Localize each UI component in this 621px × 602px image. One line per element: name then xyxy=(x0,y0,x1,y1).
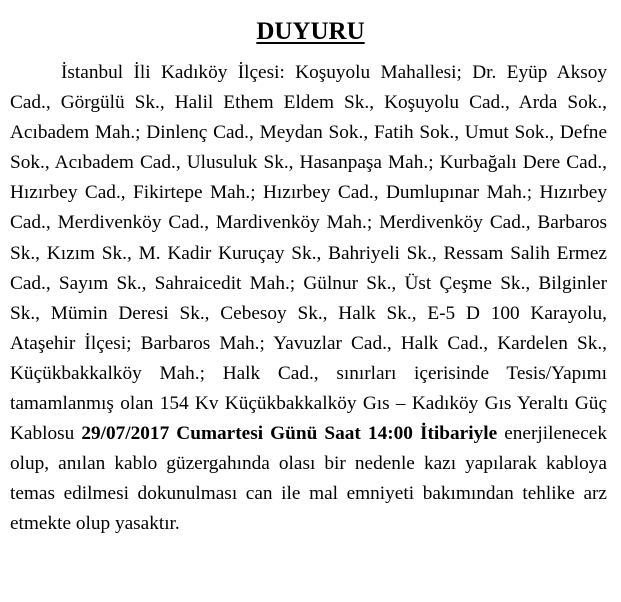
notice-body xyxy=(10,58,607,540)
notice-body-end: enerjilenecek olup, anılan kablo güzergahında olası bir nedenle kazı yapılarak kabloya temas edilmesi dokunulması can ile mal emniyeti bakımından tehlike arz etmekte olup yasaktır. xyxy=(10,423,607,535)
notice-body-start: İstanbul İli Kadıköy İlçesi: Koşuyolu Mahallesi; Dr. Eyüp Aksoy Cad., Görgülü Sk., Halil Ethem Eldem Sk., Koşuyolu Cad., Arda Sok., Acıbadem Mah.; Dinlenç Cad., Meydan Sok., Fatih Sok., Umut Sok., Defne Sok., Acıbadem Cad., Ulusuluk Sk., Hasanpaşa Mah.; Kurbağalı Dere Cad., Hızırbey Cad., Fikirtepe Mah.; Hızırbey Cad., Dumlupınar Mah.; Hızırbey Cad., Merdivenköy Cad., Mardivenköy Mah.; Merdivenköy Cad., Barbaros Sk., Kızım Sk., M. Kadir Kuruçay Sk., Bahriyeli Sk., Ressam Salih Ermez Cad., Sayım Sk., Sahraicedit Mah.; Gülnur Sk., Üst Çeşme Sk., Bilginler Sk., Mümin Deresi Sk., Cebesoy Sk., Halk Sk., E-5 D 100 Karayolu, Ataşehir İlçesi; Barbaros Mah.; Yavuzlar Cad., Halk Cad., Kardelen Sk., Küçükbakkalköy Mah.; Halk Cad., sınırları içerisinde Tesis/Yapımı tamamlanmış olan 154 Kv Küçükbakkalköy Gıs – Kadıköy Gıs Yeraltı Güç Kablosu xyxy=(10,62,607,445)
notice-title xyxy=(10,12,607,52)
notice-title-text: DUYURU xyxy=(256,18,365,45)
energization-date-time: 29/07/2017 Cumartesi Günü Saat 14:00 İtibariyle xyxy=(81,423,498,445)
